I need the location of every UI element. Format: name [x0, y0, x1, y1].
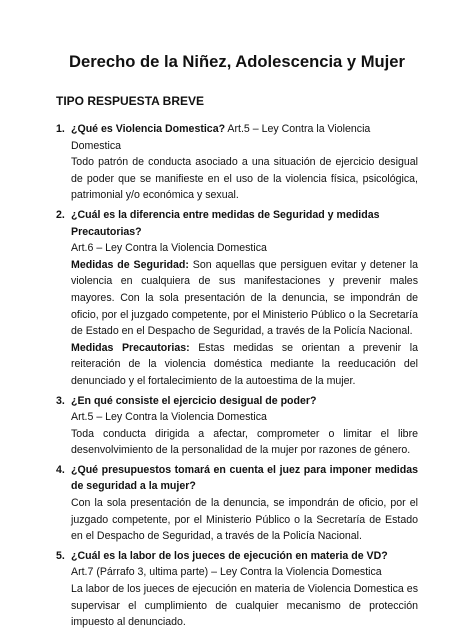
answer-text: Toda conducta dirigida a afectar, comprometer o limitar el libre desenvolvimiento de la personalidad de la mujer por razones de género. — [71, 427, 418, 457]
question-text — [71, 121, 418, 154]
question-text: ¿Qué presupuestos tomará en cuenta el juez para imponer medidas de seguridad a la mujer? — [71, 463, 418, 493]
question-text: ¿Cuál es la labor de los jueces de ejecución en materia de VD? — [71, 549, 388, 562]
question-text: ¿En qué consiste el ejercicio desigual de poder? — [71, 394, 317, 407]
definition-text: Estas medidas se orientan a prevenir la reiteración de la violencia doméstica mediante la reeducación del denunciado y el fortalecimiento de la autoestima de la mujer. — [71, 341, 418, 387]
section-title: TIPO RESPUESTA BREVE — [56, 94, 205, 108]
definition-precautionary-measures — [71, 340, 418, 390]
definition-security-measures — [71, 257, 418, 340]
question-item-1 — [56, 121, 418, 204]
article-reference: Art.5 – Ley Contra la Violencia Domestica — [71, 411, 267, 424]
question-number: 1. — [56, 123, 65, 135]
question-item-3 — [56, 393, 418, 459]
question-number: 4. — [56, 463, 65, 476]
definition-text: Son aquellas que persiguen evitar y detener la violencia en cualquiera de sus manifestaciones y prevenir males mayores. Con la sola presentación de la denuncia, se impondrán de oficio, por el juzgado competente, por el Ministerio Público o la Secretaría de Estado en el Despacho de Seguridad, a través de la Policía Nacional. — [71, 258, 418, 338]
question-item-4 — [56, 462, 418, 545]
article-reference: Art.7 (Párrafo 3, ultima parte) – Ley Contra la Violencia Domestica — [71, 566, 382, 579]
answer-text: Todo patrón de conducta asociado a una situación de ejercicio desigual de poder que se manifieste en el uso de la violencia física, psicológica, patrimonial y/o económica y sexual. — [71, 156, 418, 202]
document-title: Derecho de la Niñez, Adolescencia y Mujer — [69, 52, 405, 71]
term-label: Medidas Precautorias: — [71, 341, 190, 354]
question-item-2 — [56, 207, 418, 390]
question-text: ¿Cuál es la diferencia entre medidas de Seguridad y medidas Precautorias? — [71, 208, 380, 238]
question-number: 5. — [56, 549, 65, 562]
question-list — [56, 121, 418, 631]
answer-text: Con la sola presentación de la denuncia, se impondrán de oficio, por el juzgado competente, por el Ministerio Público o la Secretaría de Estado en el Despacho de Seguridad, a través de la Policía Nacional. — [71, 497, 418, 543]
answer-text: La labor de los jueces de ejecución en materia de Violencia Domestica es supervisar el cumplimiento de cualquier mecanismo de protección impuesto al denunciado. — [71, 583, 418, 629]
term-label: Medidas de Seguridad: — [71, 258, 189, 271]
question-item-5 — [56, 548, 418, 631]
question-number: 3. — [56, 394, 65, 407]
question-label: ¿Qué es Violencia Domestica? — [71, 123, 226, 135]
article-reference: Art.5 – Ley Contra la Violencia Domestica — [71, 123, 371, 152]
article-reference: Art.6 – Ley Contra la Violencia Domestica — [71, 242, 267, 255]
question-number: 2. — [56, 208, 65, 221]
